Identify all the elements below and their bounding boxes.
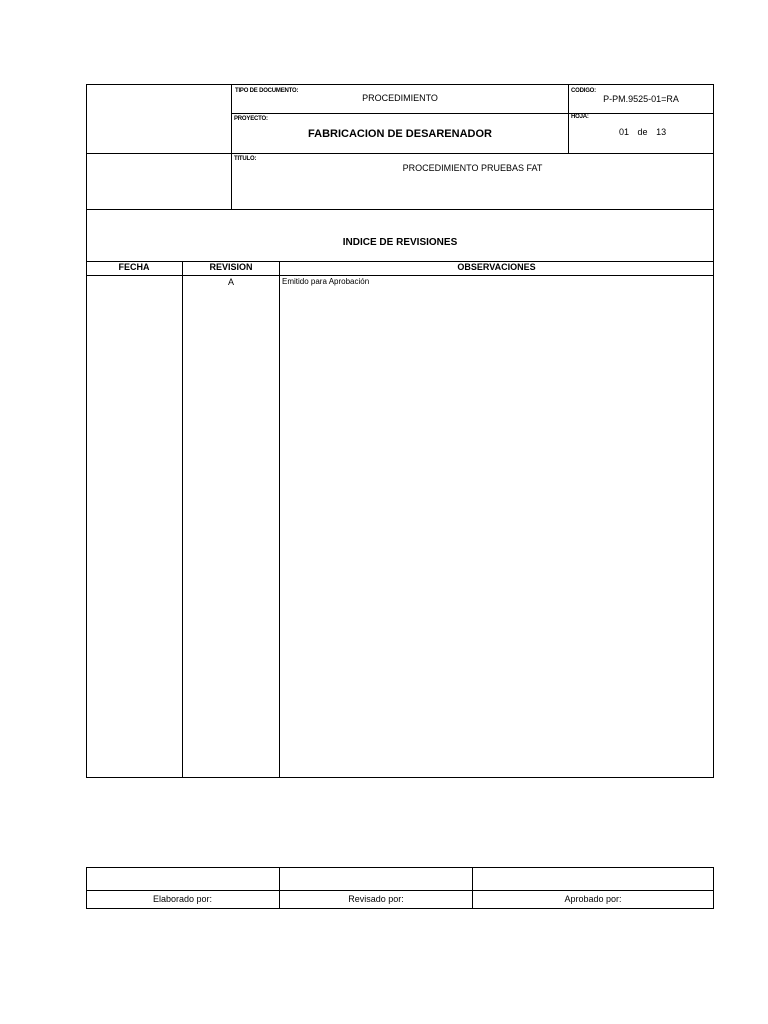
hoja-de: de: [637, 127, 648, 137]
header-row-divider-2: [86, 153, 714, 154]
column-header-fecha: FECHA: [118, 262, 150, 272]
hoja-total: 13: [656, 127, 667, 137]
row-revision: A: [227, 277, 234, 287]
tipo-documento-label: TIPO DE DOCUMENTO:: [235, 88, 299, 94]
revisions-block: [86, 209, 714, 778]
elaborado-por-label: Elaborado por:: [152, 894, 213, 904]
codigo-value: P-PM.9525-01=RA: [603, 94, 679, 104]
table-row: [86, 276, 714, 288]
revisions-col-divider-2: [279, 261, 280, 777]
header-row-divider-1: [231, 113, 713, 114]
hoja-page: 01: [619, 127, 630, 137]
revisions-col-divider-1: [182, 261, 183, 777]
column-header-revision: REVISION: [209, 262, 253, 272]
aprobado-por-label: Aprobado por:: [564, 894, 622, 904]
titulo-label: TITULO:: [234, 156, 257, 162]
hoja-label: HOJA:: [571, 114, 589, 120]
tipo-documento-value: PROCEDIMIENTO: [362, 93, 438, 103]
codigo-label: CODIGO:: [571, 88, 596, 94]
signature-divider: [86, 890, 714, 891]
row-observaciones: Emitido para Aprobación: [282, 277, 370, 286]
proyecto-value: FABRICACION DE DESARENADOR: [308, 128, 492, 140]
proyecto-label: PROYECTO:: [234, 116, 268, 122]
revisions-title: INDICE DE REVISIONES: [342, 237, 458, 248]
revisado-por-label: Revisado por:: [348, 894, 404, 904]
hoja-value: [619, 127, 666, 137]
titulo-value: PROCEDIMIENTO PRUEBAS FAT: [402, 163, 543, 173]
column-header-observaciones: OBSERVACIONES: [457, 262, 536, 272]
